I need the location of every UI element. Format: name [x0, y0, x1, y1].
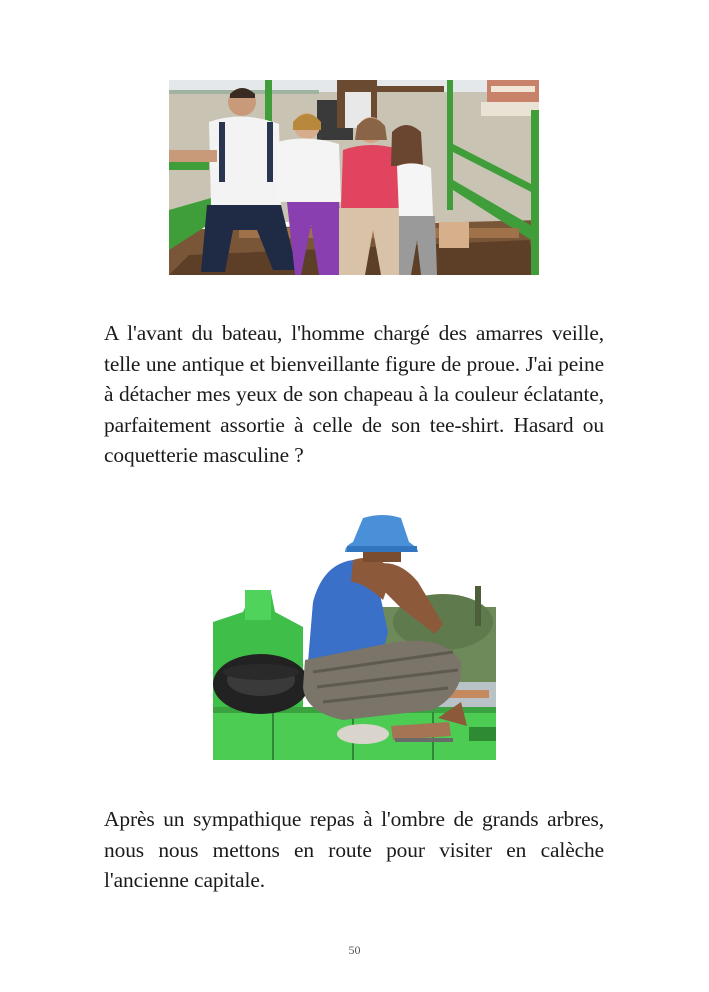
page-number: 50 [348, 943, 361, 957]
boatman-photo [213, 512, 496, 760]
family-boat-illustration [169, 80, 539, 275]
paragraph-boat-man: A l'avant du bateau, l'homme chargé des amarres veille, telle une antique et bienveillante figure de proue. J'ai peine à détacher mes yeux de son chapeau à la couleur éclatante, parfaitement assortie à celle de son tee-shirt. Hasard ou coquetterie masculine ? [104, 321, 604, 467]
paragraph-lunch: Après un sympathique repas à l'ombre de grands arbres, nous nous mettons en route pour visiter en calèche l'ancienne capitale. [104, 807, 604, 892]
boatman-illustration [213, 512, 496, 760]
family-boat-photo [169, 80, 539, 275]
